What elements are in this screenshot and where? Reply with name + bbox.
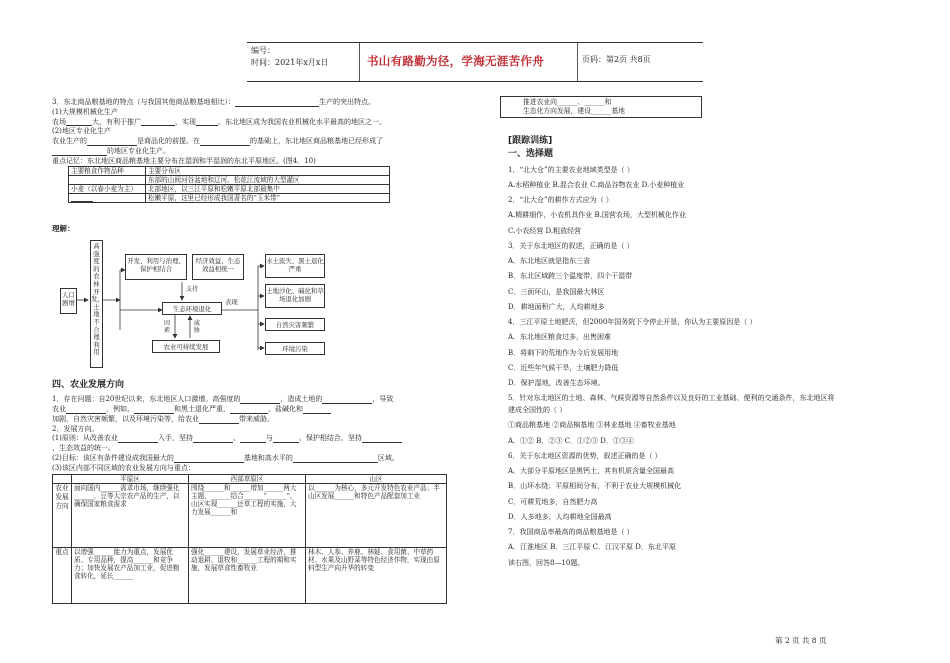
s4-text: 与 xyxy=(265,434,273,443)
note: 重点记忆：东北地区商品粮基地主要分布在湿润和半湿润的东北平原地区。(图4．10) xyxy=(52,156,316,165)
question: 2．“北大仓”的耕作方式应为（ ） xyxy=(508,196,613,204)
options: A．①② B．②③ C．①②③ D．①③④ xyxy=(508,436,634,445)
q3-1: (1)大规模机械化生产 xyxy=(52,107,118,116)
options: A.水稻种植业 B.混合农业 C.商品谷物农业 D.小麦种植业 xyxy=(508,180,685,189)
follow-title: [跟踪训练] xyxy=(508,136,553,146)
cause-label: 因素 xyxy=(164,320,171,334)
question: 读右图，回答8—10题。 xyxy=(508,558,585,567)
s4-text: (3)该区内部不同区域的农业发展方向与重点： xyxy=(52,463,195,472)
direction-table xyxy=(52,474,447,604)
crop-cell: 小麦（以春小麦为主） xyxy=(69,185,146,194)
population-box: 人口剧增 xyxy=(60,288,77,314)
s4-text: 农业 xyxy=(52,405,66,413)
dir-cell: 强化______建设，发展草业经济，推动退耕、退牧和______工程的期和实施，发展草食性畜牧业 xyxy=(189,548,306,604)
option: B．东北区域跨三个温度带，四个干湿带 xyxy=(508,272,633,281)
s4-text: ，造成土地的 xyxy=(280,395,323,404)
s4-text: 和黑土退化严重， xyxy=(174,405,230,413)
options: A．江淮地区 B．三江平原 C．江汉平原 D．东北平原 xyxy=(508,543,676,552)
options: A.精耕细作，小农机具作业 B.国营农场，大型机械化作业 xyxy=(508,211,686,220)
s4-text: 2．发展方向。 xyxy=(52,424,99,433)
effect-box: 自然灾害频繁 xyxy=(265,318,325,331)
development-box: 开发、利用与治理、保护相结合 xyxy=(125,254,187,280)
crop-cell: 东部的山间河谷盆地和辽河、松花江流域的大型灌区 xyxy=(146,176,390,185)
q3-2b: 是商品化的前提。在 xyxy=(137,137,200,145)
vertical-cause-box: 高强度的农林开发，土地不合理利用 xyxy=(90,240,103,368)
s4-text: 带来威胁。 xyxy=(239,414,274,423)
crop-header: 主要分布区 xyxy=(146,167,390,176)
s4-text: ，导致 xyxy=(372,395,394,404)
s4-text: ，盐碱化和 xyxy=(268,405,303,413)
dir-cell: 面向国内______需求市场，继续强化______，豆等大宗农产品的生产，以确保国家粮食需求 xyxy=(72,484,189,548)
ecology-box: 生态环境退化 xyxy=(162,302,222,315)
section-four: 四、农业发展方向 1．存在问题：自20世纪以来，东北地区人口激增。高强度的 ，造成土地的 ，导致 农业 ，例如， 和黑土退化严重， ，盐碱化和 加剧，自然灾害频繁，以及环境污染等，给农业 带来威胁。 2．发展方向。 (1)原则：从改善农业 入手，坚持 、 与 、保护相结合，坚持 、生态效益的统一。 (2)目标：该区有条件建设成我国最大的 基地和高水平的 区域。 (3)该区内部不同区域的农业发展方向与重点： xyxy=(52,380,472,473)
question: 3．关于东北地区的叙述，正确的是（ ） xyxy=(508,241,634,250)
option: C．可耕荒地多，自然肥力高 xyxy=(508,497,598,506)
dir-header xyxy=(53,475,72,484)
crop-header: 主要粮食作物品种 xyxy=(69,167,146,176)
s4-text: (2)目标：该区有条件建设成我国最大的 xyxy=(52,453,174,462)
option: B．山环水绕；平原相间分布，不利于农业大规模机械化 xyxy=(508,482,682,491)
dir-cell: 以增强______能力为重点，发展优质、专用品种，提高______和竞争力；加快发展农产品加工业，促进粮食转化，延长______ xyxy=(72,548,189,604)
q3-1a: 农场 xyxy=(52,117,66,126)
crop-table xyxy=(68,166,390,203)
page-label: 页码：第2页 共8页 xyxy=(582,55,651,64)
dir-row-label: 重点 xyxy=(53,548,72,604)
time-label: 时间：2021年x月x日 xyxy=(251,58,329,67)
s4-text: ，例如， xyxy=(106,405,134,413)
left-column xyxy=(52,98,472,203)
option: D．人多地多，人均耕地全国最高 xyxy=(508,512,612,521)
crop-cell xyxy=(69,194,146,203)
question: 4．三江平原土地肥沃，但2000年国务院下令停止开垦，你认为主要原因是（ ） xyxy=(508,318,757,326)
dir-cell: 以______为核心，多元开发特色农业产品；半山区发展______和特色产品配套加工业 xyxy=(306,484,447,548)
q3-2c: 的基础上，东北地区商品粮基地已经形成了 xyxy=(250,137,383,145)
header-divider xyxy=(359,43,360,81)
effect-label: 威胁 xyxy=(194,320,201,334)
support-label: 支持 xyxy=(186,286,199,293)
diagram-title: 理解： xyxy=(52,224,75,233)
option: A．大部分平原地区是黑钙土，其有机质含量全国最高 xyxy=(508,467,675,475)
s4-text: 1．存在问题：自20世纪以来，东北地区人口激增。高强度的 xyxy=(52,395,241,404)
dir-header: 平原区 xyxy=(72,475,189,484)
dir-header: 西部草原区 xyxy=(189,475,306,484)
crop-cell: 松嫩平原，这里已经形成我国著名的“玉米带” xyxy=(146,194,390,203)
q3-1b: 大，有利于推广 xyxy=(92,117,141,126)
s4-text: 入手，坚持 xyxy=(157,434,193,443)
page-footer: 第 2 页 共 8 页 xyxy=(775,636,827,645)
option: C．三面环山，是我国最大林区 xyxy=(508,287,605,296)
expression-label: 表现 xyxy=(225,298,238,306)
q3-2: (2)地区专业化生产 xyxy=(52,127,111,136)
option: A．东北地区就是指东三省 xyxy=(508,257,591,265)
s4-text: (1)原则：从改善农业 xyxy=(52,434,118,443)
flow-diagram xyxy=(60,240,340,372)
option: D．耕地面积广大，人均耕地多 xyxy=(508,302,605,311)
option: D．保护湿地，改善生态环境。 xyxy=(508,379,605,387)
top-box-line: 推进农业向______、______和 xyxy=(523,98,612,106)
dir-header: 山区 xyxy=(306,475,447,484)
options: C.小农经营 D.粗放经营 xyxy=(508,226,582,235)
crop-cell: 北部地区，以三江平原和松嫩平原北部最集中 xyxy=(146,185,390,194)
top-box-line: 生态化方向发展，建设______基地 xyxy=(523,107,625,115)
right-top-box xyxy=(500,96,702,118)
motto: 书山有路勤为径，学海无涯苦作舟 xyxy=(367,54,544,68)
s4-text: 基地和高水平的 xyxy=(243,453,293,462)
question: 5．针对东北地区的土地、森林、气候资源等自然条件以及良好的工业基础、便利的交通条件，东北地区将 xyxy=(508,394,835,403)
question: 6．关于东北地区资源的优势，叙述正确的是（ ） xyxy=(508,451,662,460)
code-label: 编号： xyxy=(251,46,275,55)
q3-1c: ，实现 xyxy=(175,117,196,126)
option: B．将剩下的荒地作为今后发展用地 xyxy=(508,348,619,357)
page-header xyxy=(247,42,703,82)
crop-cell xyxy=(69,176,146,185)
right-column xyxy=(508,136,938,574)
option: A．东北地区粮食过多，出售困难 xyxy=(508,333,612,342)
section-1-title: 一、选择题 xyxy=(508,149,554,160)
q3-title: 3．东北商品粮基地的特点（与我国其他商品粮基地相比）： xyxy=(52,98,235,106)
effect-box: 水土流失、黑土退化严重 xyxy=(265,254,325,278)
s4-text: 、保护相结合，坚持 xyxy=(298,434,362,443)
header-divider xyxy=(577,43,578,81)
s4-text: 区域。 xyxy=(377,453,399,462)
option: ①商品粮基地 ②商品棉基地 ③林业基地 ④畜牧业基地 xyxy=(508,421,676,430)
s4-text: 、 xyxy=(232,434,240,443)
dir-cell: 林木、人参、养鹿、林蛙、食用菌、中草药材、水果及山野菜等特色经济作物，实现由原料型生产向升华的转变 xyxy=(306,548,447,604)
sustainable-box: 农业可持续发展 xyxy=(152,340,220,353)
benefit-box: 经济效益、生态效益相统一 xyxy=(192,254,244,280)
q3-2a: 农业生产的 xyxy=(52,137,87,145)
question: 1．“北大仓”的主要农业地域类型是（ ） xyxy=(508,165,634,174)
dir-cell: 围绕______和______增加______两大主题，______结合______“______”，山区实现______还草工程的实施，大力发展______和 xyxy=(189,484,306,548)
section-4-title: 四、农业发展方向 xyxy=(52,380,125,390)
header-left xyxy=(251,45,328,69)
s4-text: 、生态效益的统一。 xyxy=(52,444,115,452)
effect-box: 土地沙化、碱化和草场退化加剧 xyxy=(265,284,325,308)
q3-1d: 。东北地区成为我国农业机械化水平最高的地区之一。 xyxy=(218,117,386,126)
q3-title-end: 生产的突出特点。 xyxy=(318,98,375,106)
question: 7．我国商品率最高的商品粮基地是（ ） xyxy=(508,528,634,536)
dir-row-label: 农业发展方向 xyxy=(53,484,72,548)
question: 建成全国性的（ ） xyxy=(508,406,567,414)
q3-2d: 的地区专业化生产。 xyxy=(107,146,170,155)
option: C．近些年气候干旱，土壤肥力降低 xyxy=(508,363,619,372)
effect-box: 环境污染 xyxy=(265,342,325,355)
